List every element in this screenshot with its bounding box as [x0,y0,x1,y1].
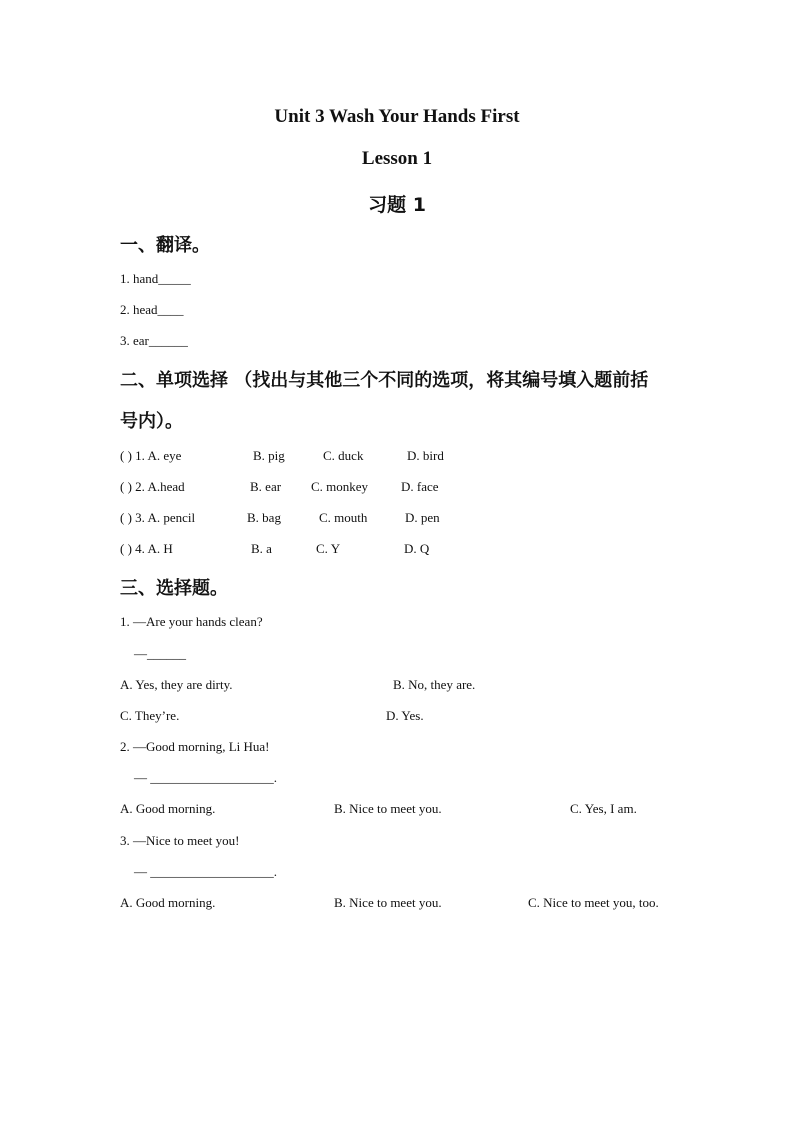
mc-q2-option-b: B. ear [250,479,282,494]
choice-q1-prompt: 1. —Are your hands clean? [120,614,263,629]
choice-q1-option-a: A. Yes, they are dirty. [120,677,233,692]
mc-q2-option-c: C. monkey [311,479,369,494]
choice-q1-option-c: C. They’re. [120,708,180,723]
choice-q3-prompt: 3. —Nice to meet you! [120,833,240,848]
mc-q4-option-d: D. Q [404,541,430,556]
mc-q1-option-c: C. duck [323,448,364,463]
mc-q4-option-c: C. Y [316,541,341,556]
mc-q3-option-d: D. pen [405,510,440,525]
section1-heading: 一、翻译。 [120,235,210,256]
translate-item-1: 1. hand_____ [120,271,191,286]
mc-q1-stem: ( ) 1. A. eye [120,448,182,463]
mc-q3-stem: ( ) 3. A. pencil [120,510,196,525]
mc-q3-option-c: C. mouth [319,510,368,525]
mc-q1-option-d: D. bird [407,448,444,463]
choice-q1-answer: —______ [134,646,186,661]
choice-q2-prompt: 2. —Good morning, Li Hua! [120,739,270,754]
exercise-title: 习题 1 [368,194,426,216]
mc-q2-stem: ( ) 2. A.head [120,479,185,494]
mc-q1-option-b: B. pig [253,448,285,463]
section2-heading-line2: 号内）。 [120,411,183,432]
translate-item-2: 2. head____ [120,302,184,317]
choice-q3-option-c: C. Nice to meet you, too. [528,895,659,910]
translate-item-3: 3. ear______ [120,333,188,348]
choice-q1-option-d: D. Yes. [386,708,424,723]
mc-q2-option-d: D. face [401,479,439,494]
mc-q3-option-b: B. bag [247,510,281,525]
choice-q2-option-a: A. Good morning. [120,801,216,816]
choice-q3-option-b: B. Nice to meet you. [334,895,442,910]
section2-heading-line1: 二、单项选择 （找出与其他三个不同的选项，将其编号填入题前括 [120,370,649,391]
mc-q4-stem: ( ) 4. A. H [120,541,173,556]
choice-q1-option-b: B. No, they are. [393,677,476,692]
choice-q2-option-c: C. Yes, I am. [570,801,637,816]
mc-q4-option-b: B. a [251,541,272,556]
choice-q2-option-b: B. Nice to meet you. [334,801,442,816]
section3-heading: 三、选择题。 [120,578,228,599]
choice-q3-option-a: A. Good morning. [120,895,216,910]
choice-q3-answer: — ___________________. [134,864,277,879]
page-title: Unit 3 Wash Your Hands First [274,106,520,127]
lesson-title: Lesson 1 [361,148,433,169]
choice-q2-answer: — ___________________. [134,770,277,785]
